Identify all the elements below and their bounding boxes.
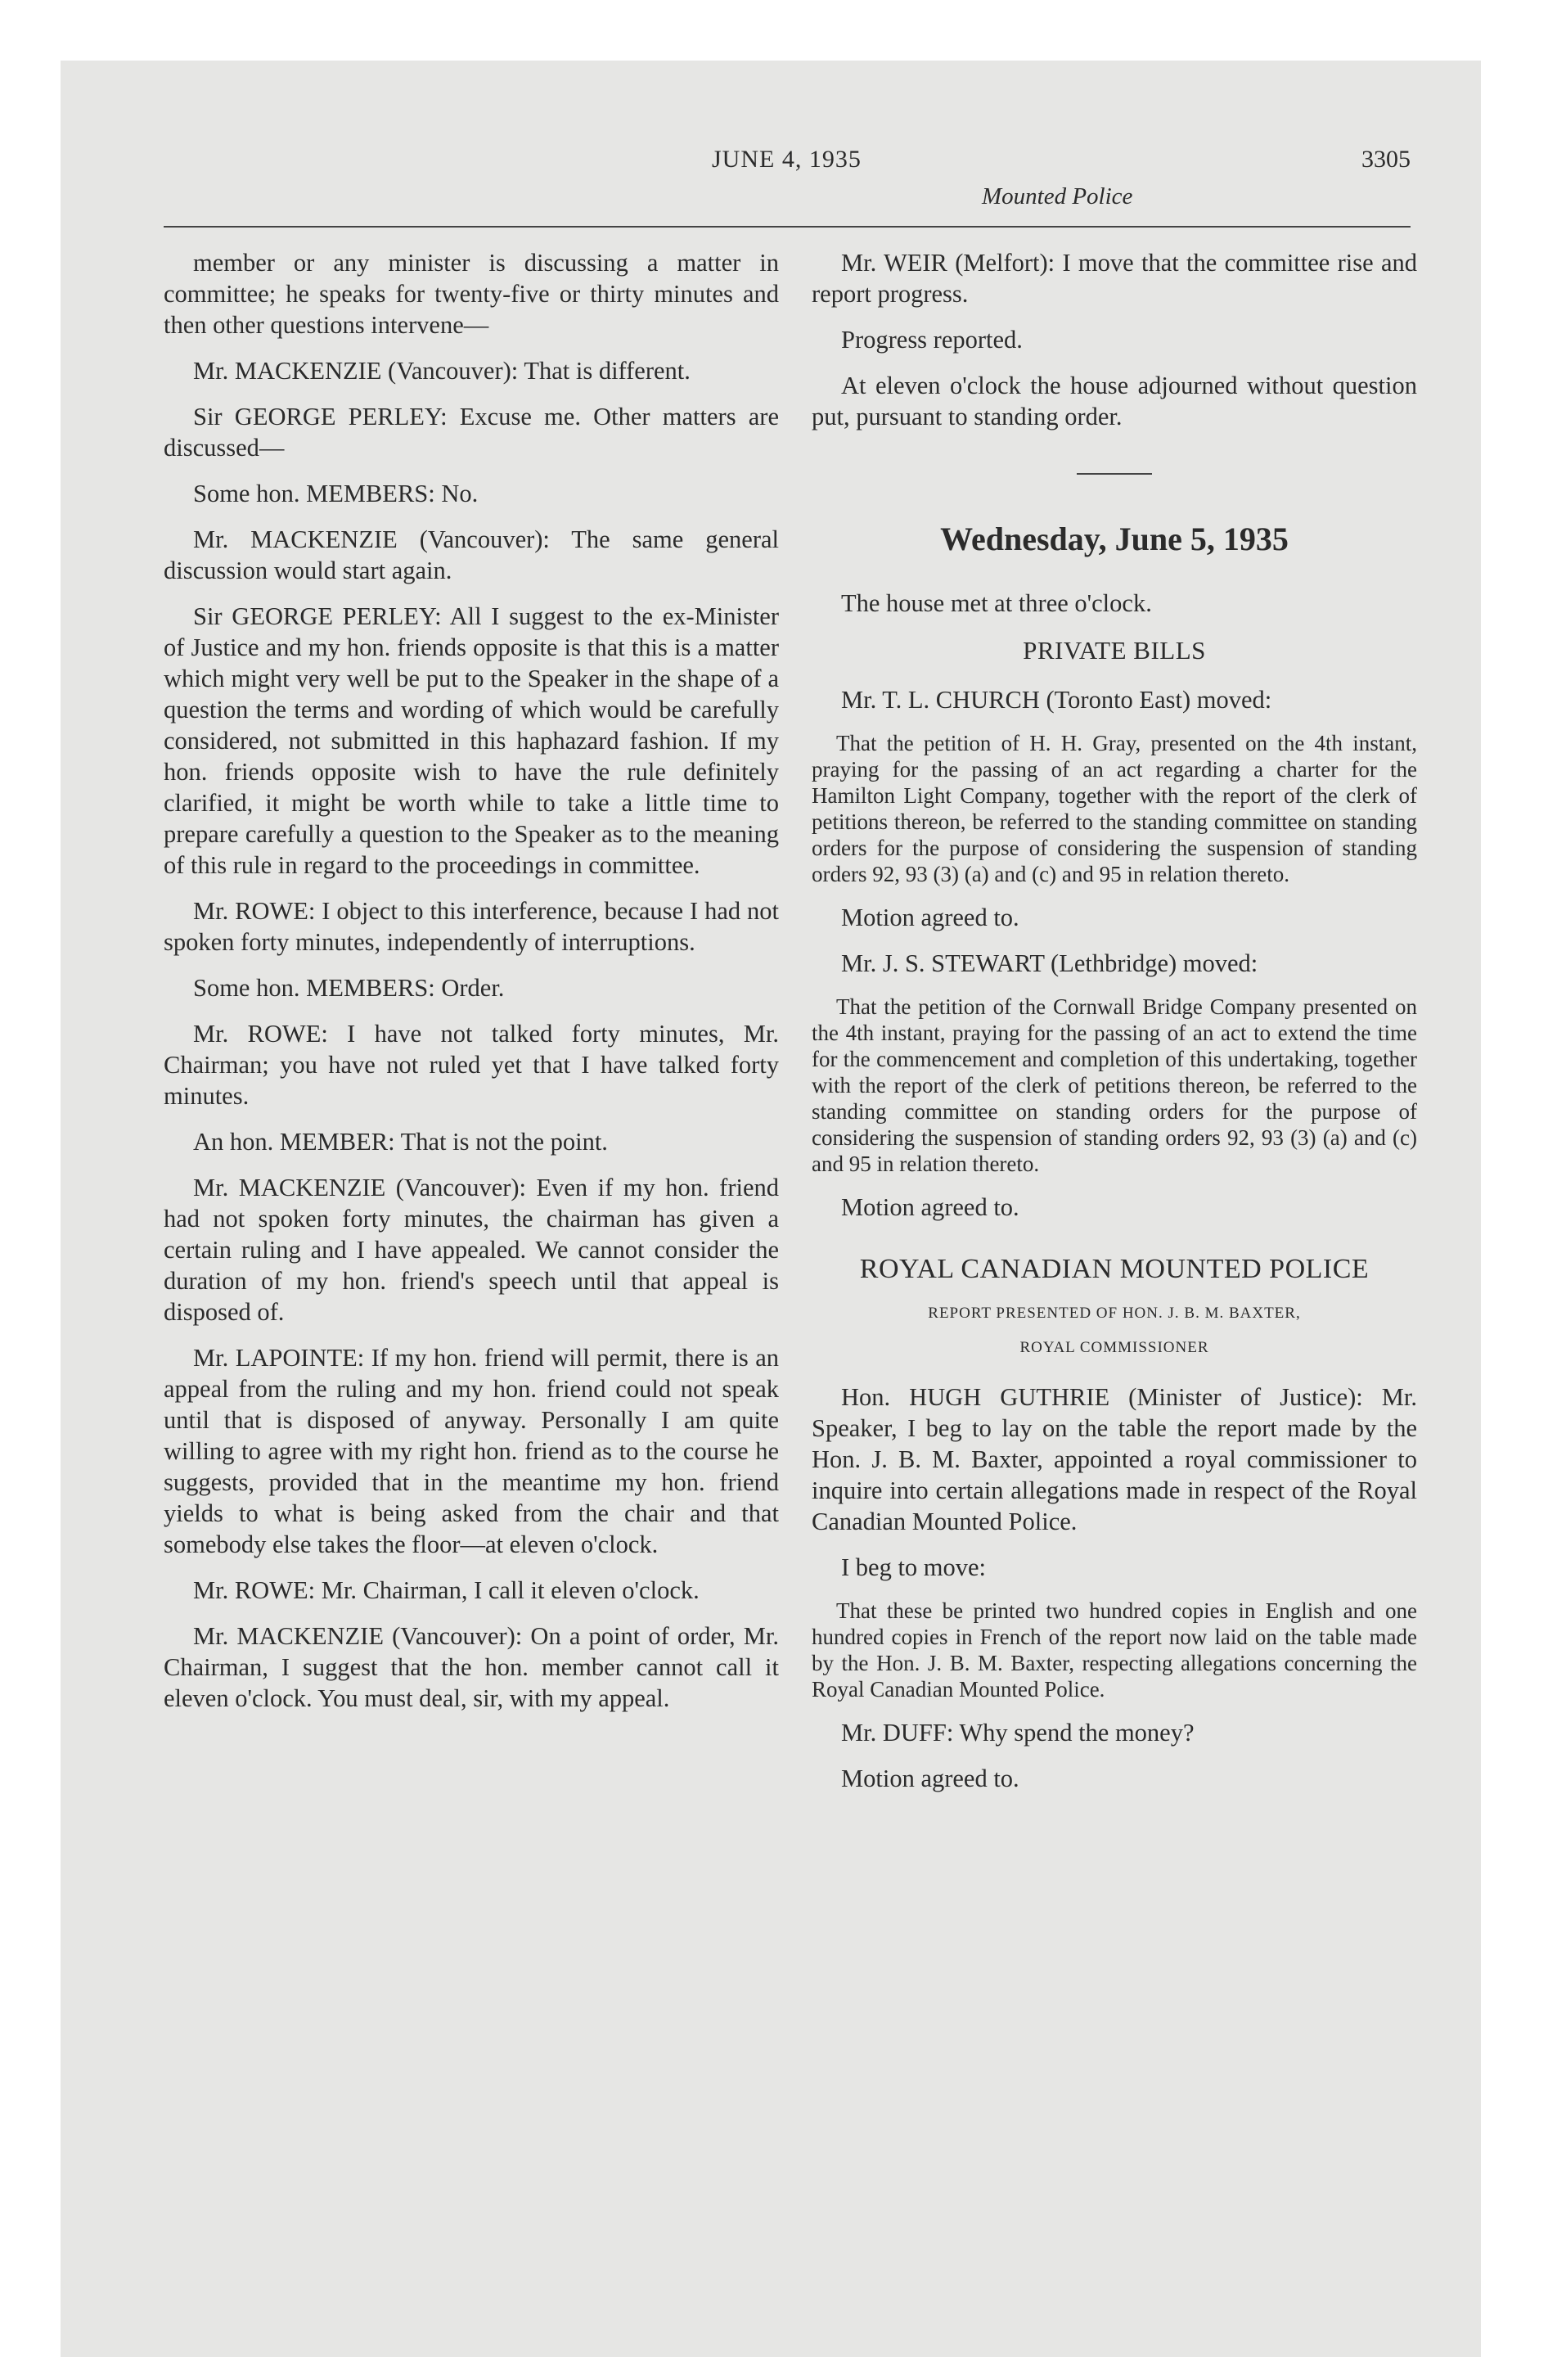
paragraph: Mr. LAPOINTE: If my hon. friend will permit, there is an appeal from the ruling and my hon. friend could not speak until that is disposed of anyway. Personally I am quite willing to agree with my right hon. friend as to the course he suggests, provided that in the meantime my hon. friend yields to what is being asked from the chair and that somebody else takes the floor—at eleven o'clock. [164, 1344, 779, 1558]
motion-text: That these be printed two hundred copies in English and one hundred copies in French of the report now laid on the table made by the Hon. J. B. M. Baxter, respecting allegations concerning the Royal Canadian Mounted Police. [812, 1598, 1417, 1702]
paragraph: member or any minister is discussing a matter in committee; he speaks for twenty-five or thirty minutes and then other questions intervene— [164, 249, 779, 339]
rcmp-heading: ROYAL CANADIAN MOUNTED POLICE [859, 1254, 1370, 1284]
header-date: JUNE 4, 1935 [712, 146, 862, 173]
private-bills-heading: PRIVATE BILLS [1023, 636, 1206, 665]
paragraph: Mr. WEIR (Melfort): I move that the committee rise and report progress. [812, 249, 1417, 308]
section-divider [1077, 473, 1152, 475]
header-rule [164, 226, 1411, 228]
paragraph: An hon. MEMBER: That is not the point. [193, 1128, 608, 1156]
paragraph: Motion agreed to. [841, 1765, 1019, 1792]
right-column [812, 247, 1417, 1809]
paragraph: Motion agreed to. [841, 1193, 1019, 1221]
paragraph: Mr. J. S. STEWART (Lethbridge) moved: [841, 949, 1258, 977]
paragraph: Motion agreed to. [841, 904, 1019, 931]
paragraph: Sir GEORGE PERLEY: Excuse me. Other matters are discussed— [164, 403, 779, 462]
rcmp-subheading-line: ROYAL COMMISSIONER [1019, 1339, 1209, 1356]
paragraph: Some hon. MEMBERS: Order. [193, 974, 505, 1002]
paragraph: The house met at three o'clock. [841, 589, 1152, 617]
motion-text: That the petition of H. H. Gray, presented on the 4th instant, praying for the passing of an act regarding a charter for the Hamilton Light Company, together with the report of the clerk of petitions thereon, be referred to the standing committee on standing orders for the purpose of considering the suspension of standing orders 92, 93 (3) (a) and (c) and 95 in relation thereto. [812, 731, 1417, 886]
page-header [164, 146, 1411, 228]
paragraph: Mr. MACKENZIE (Vancouver): On a point of order, Mr. Chairman, I suggest that the hon. member cannot call it eleven o'clock. You must deal, sir, with my appeal. [164, 1622, 779, 1712]
left-column [164, 247, 779, 1729]
paragraph: Mr. MACKENZIE (Vancouver): Even if my hon. friend had not spoken forty minutes, the chairman has given a certain ruling and I have appealed. We cannot consider the duration of my hon. friend's speech until that appeal is disposed of. [164, 1174, 779, 1326]
rcmp-subheading [812, 1296, 1417, 1365]
paragraph: Mr. ROWE: I have not talked forty minutes, Mr. Chairman; you have not ruled yet that I have talked forty minutes. [164, 1020, 779, 1110]
paragraph: Mr. ROWE: I object to this interference, because I had not spoken forty minutes, independently of interruptions. [164, 897, 779, 956]
paragraph: At eleven o'clock the house adjourned without question put, pursuant to standing order. [812, 372, 1417, 430]
rcmp-subheading-line: REPORT PRESENTED OF HON. J. B. M. BAXTER, [928, 1305, 1301, 1322]
day-heading: Wednesday, June 5, 1935 [940, 521, 1289, 557]
section-title: Mounted Police [982, 183, 1133, 210]
paragraph: Some hon. MEMBERS: No. [193, 480, 479, 507]
paragraph: Progress reported. [841, 326, 1023, 354]
paragraph: Hon. HUGH GUTHRIE (Minister of Justice): Mr. Speaker, I beg to lay on the table the report made by the Hon. J. B. M. Baxter, appointed a royal commissioner to inquire into certain allegations made in respect of the Royal Canadian Mounted Police. [812, 1383, 1417, 1535]
paragraph: Mr. T. L. CHURCH (Toronto East) moved: [841, 686, 1272, 714]
paragraph: Mr. MACKENZIE (Vancouver): The same general discussion would start again. [164, 525, 779, 584]
paragraph: Mr. DUFF: Why spend the money? [841, 1719, 1195, 1747]
paragraph: Mr. ROWE: Mr. Chairman, I call it eleven o'clock. [193, 1576, 700, 1604]
paragraph: Sir GEORGE PERLEY: All I suggest to the ex-Minister of Justice and my hon. friends opposite is that this is a matter which might very well be put to the Speaker in the shape of a question the terms and wording of which would be carefully considered, not submitted in this haphazard fashion. If my hon. friends opposite wish to have the rule definitely clarified, it might be worth while to take a little time to prepare carefully a question to the Speaker as to the meaning of this rule in regard to the proceedings in committee. [164, 602, 779, 879]
motion-text: That the petition of the Cornwall Bridge Company presented on the 4th instant, praying for the passing of an act to extend the time for the commencement and completion of this undertaking, together with the report of the clerk of petitions thereon, be referred to the standing committee on standing orders for the purpose of considering the suspension of standing orders 92, 93 (3) (a) and (c) and 95 in relation thereto. [812, 994, 1417, 1176]
paragraph: I beg to move: [841, 1553, 987, 1581]
paragraph: Mr. MACKENZIE (Vancouver): That is different. [193, 357, 691, 385]
page-number: 3305 [1361, 146, 1411, 173]
